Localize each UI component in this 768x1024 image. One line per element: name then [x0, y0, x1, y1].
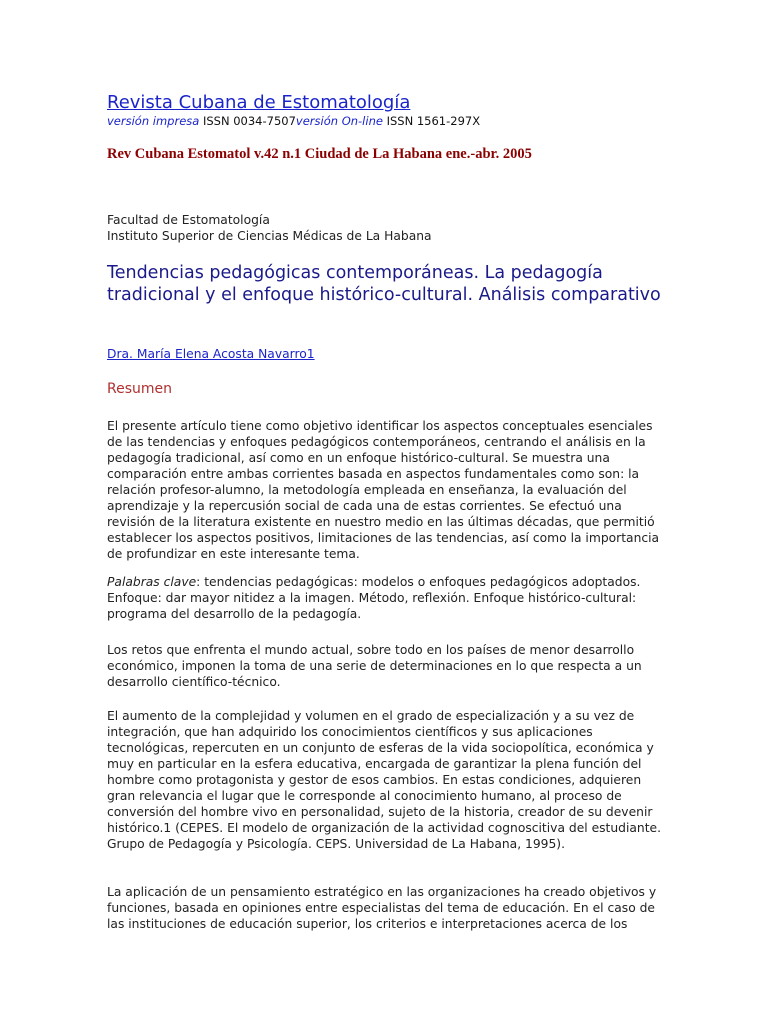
issn-online-label: versión On-line — [295, 114, 383, 128]
issn-print-label: versión impresa — [107, 114, 200, 128]
abstract-text: El presente artículo tiene como objetivo identificar los aspectos conceptuales esenciales de las tendencias y enfoques pedagógicos contemporáneos, centrando el análisis en la pedagogía tradicional, así como en un enfoque histórico-cultural. Se muestra una comparación entre ambas corrientes basada en aspectos fundamentales como son: la relación profesor-alumno, la metodología empleada en enseñanza, la evaluación del aprendizaje y la repercusión social de cada una de estas corrientes. Se efectuó una revisión de la literatura existente en nuestro medio en las últimas décadas, que permitió establecer los aspectos positivos, limitaciones de las tendencias, así como la importancia de profundizar en este interesante tema. — [107, 419, 660, 561]
abstract-heading: Resumen — [107, 381, 173, 397]
issn-print: ISSN 0034-7507 — [199, 114, 296, 128]
affiliation-faculty: Facultad de Estomatología — [107, 213, 270, 227]
journal-title-link[interactable]: Revista Cubana de Estomatología — [107, 92, 411, 113]
body-paragraph-1: Los retos que enfrenta el mundo actual, sobre todo en los países de menor desarrollo económico, imponen la toma de una serie de determinaciones en lo que respecta a un desarrollo científico-técnico. — [107, 643, 642, 689]
keywords-paragraph — [107, 574, 669, 622]
issn-line — [107, 114, 480, 128]
keywords-text: : tendencias pedagógicas: modelos o enfoques pedagógicos adoptados. Enfoque: dar mayor nitidez a la imagen. Método, reflexión. Enfoque histórico-cultural: programa del desarrollo de la pedagogía. — [107, 575, 641, 621]
keywords-label: Palabras clave — [107, 575, 197, 589]
issn-online: ISSN 1561-297X — [382, 114, 481, 128]
journal-citation: Rev Cubana Estomatol v.42 n.1 Ciudad de La Habana ene.-abr. 2005 — [107, 146, 532, 162]
article-title: Tendencias pedagógicas contemporáneas. La pedagogía tradicional y el enfoque histórico-cultural. Análisis comparativo — [107, 263, 661, 305]
body-paragraph-2: El aumento de la complejidad y volumen en el grado de especialización y a su vez de integración, que han adquirido los conocimientos científicos y sus aplicaciones tecnológicas, repercuten en un conjunto de esferas de la vida sociopolítica, económica y muy en particular en la esfera educativa, encargada de garantizar la plena función del hombre como protagonista y gestor de esos cambios. En estas condiciones, adquieren gran relevancia el lugar que le corresponde al conocimiento humano, al proceso de conversión del hombre vivo en personalidad, sujeto de la historia, creador de su devenir histórico.1 (CEPES. El modelo de organización de la actividad cognoscitiva del estudiante. Grupo de Pedagogía y Psicología. CEPS. Universidad de La Habana, 1995). — [107, 709, 662, 851]
author-link[interactable]: Dra. María Elena Acosta Navarro1 — [107, 347, 315, 361]
affiliation — [107, 212, 432, 244]
body-paragraph-3: La aplicación de un pensamiento estratégico en las organizaciones ha creado objetivos y funciones, basada en opiniones entre especialistas del tema de educación. En el caso de las instituciones de educación superior, los criterios e interpretaciones acerca de los — [107, 885, 657, 931]
affiliation-institute: Instituto Superior de Ciencias Médicas de La Habana — [107, 229, 432, 243]
